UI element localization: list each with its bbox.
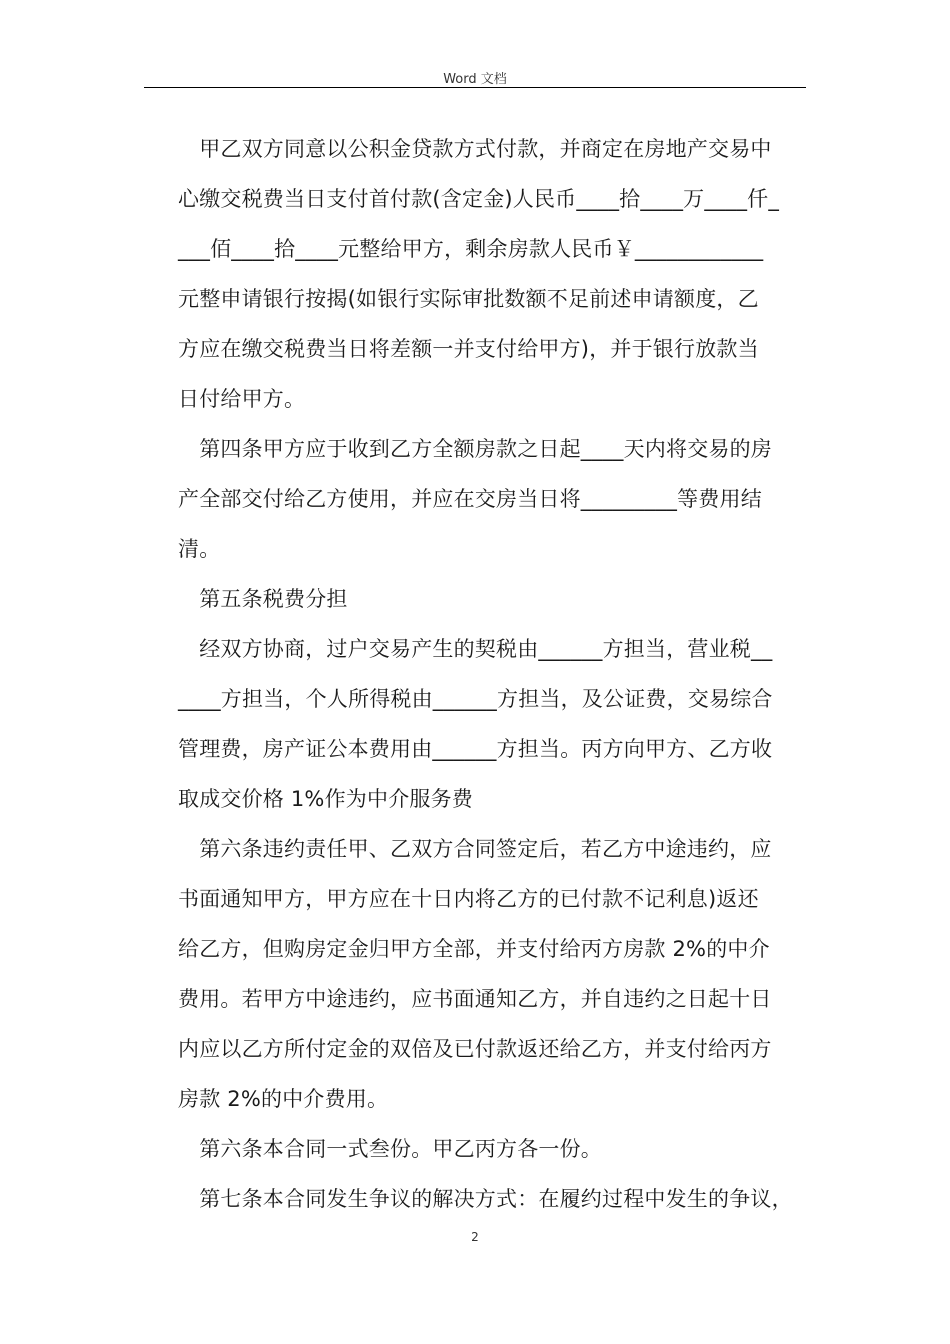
text-line: 取成交价格 1%作为中介服务费 bbox=[178, 787, 473, 811]
header-divider bbox=[144, 87, 806, 88]
text-line: ____方担当，个人所得税由______方担当，及公证费，交易综合 bbox=[178, 687, 773, 711]
text-line: 费用。若甲方中途违约，应书面通知乙方，并自违约之日起十日 bbox=[178, 987, 772, 1011]
text-line: 第六条本合同一式叁份。甲乙丙方各一份。 bbox=[178, 1137, 602, 1161]
text-line: 第六条违约责任甲、乙双方合同签定后，若乙方中途违约，应 bbox=[178, 837, 772, 861]
page-number: 2 bbox=[471, 1230, 479, 1244]
text-line: 经双方协商，过户交易产生的契税由______方担当，营业税__ bbox=[178, 637, 773, 661]
text-line: 书面通知甲方，甲方应在十日内将乙方的已付款不记利息)返还 bbox=[178, 887, 759, 911]
text-line: 心缴交税费当日支付首付款(含定金)人民币____拾____万____仟_ bbox=[178, 187, 780, 211]
text-line: 内应以乙方所付定金的双倍及已付款返还给乙方，并支付给丙方 bbox=[178, 1037, 772, 1061]
text-line: 清。 bbox=[178, 537, 221, 561]
text-line: 日付给甲方。 bbox=[178, 387, 306, 411]
text-line: 方应在缴交税费当日将差额一并支付给甲方)，并于银行放款当 bbox=[178, 337, 759, 361]
text-line: 甲乙双方同意以公积金贷款方式付款，并商定在房地产交易中 bbox=[178, 137, 772, 161]
text-line: 房款 2%的中介费用。 bbox=[178, 1087, 389, 1111]
text-line: 产全部交付给乙方使用，并应在交房当日将_________等费用结 bbox=[178, 487, 762, 511]
text-line: 第七条本合同发生争议的解决方式：在履约过程中发生的争议， bbox=[178, 1187, 793, 1211]
text-line: 第四条甲方应于收到乙方全额房款之日起____天内将交易的房 bbox=[178, 437, 772, 461]
text-line: 管理费，房产证公本费用由______方担当。丙方向甲方、乙方收 bbox=[178, 737, 773, 761]
text-line: 给乙方，但购房定金归甲方全部，并支付给丙方房款 2%的中介 bbox=[178, 937, 770, 961]
text-line: 第五条税费分担 bbox=[178, 587, 348, 611]
text-line: 元整申请银行按揭(如银行实际审批数额不足前述申请额度，乙 bbox=[178, 287, 759, 311]
text-line: ___佰____拾____元整给甲方，剩余房款人民币￥____________ bbox=[178, 237, 764, 261]
page-header: Word 文档 bbox=[443, 72, 507, 87]
